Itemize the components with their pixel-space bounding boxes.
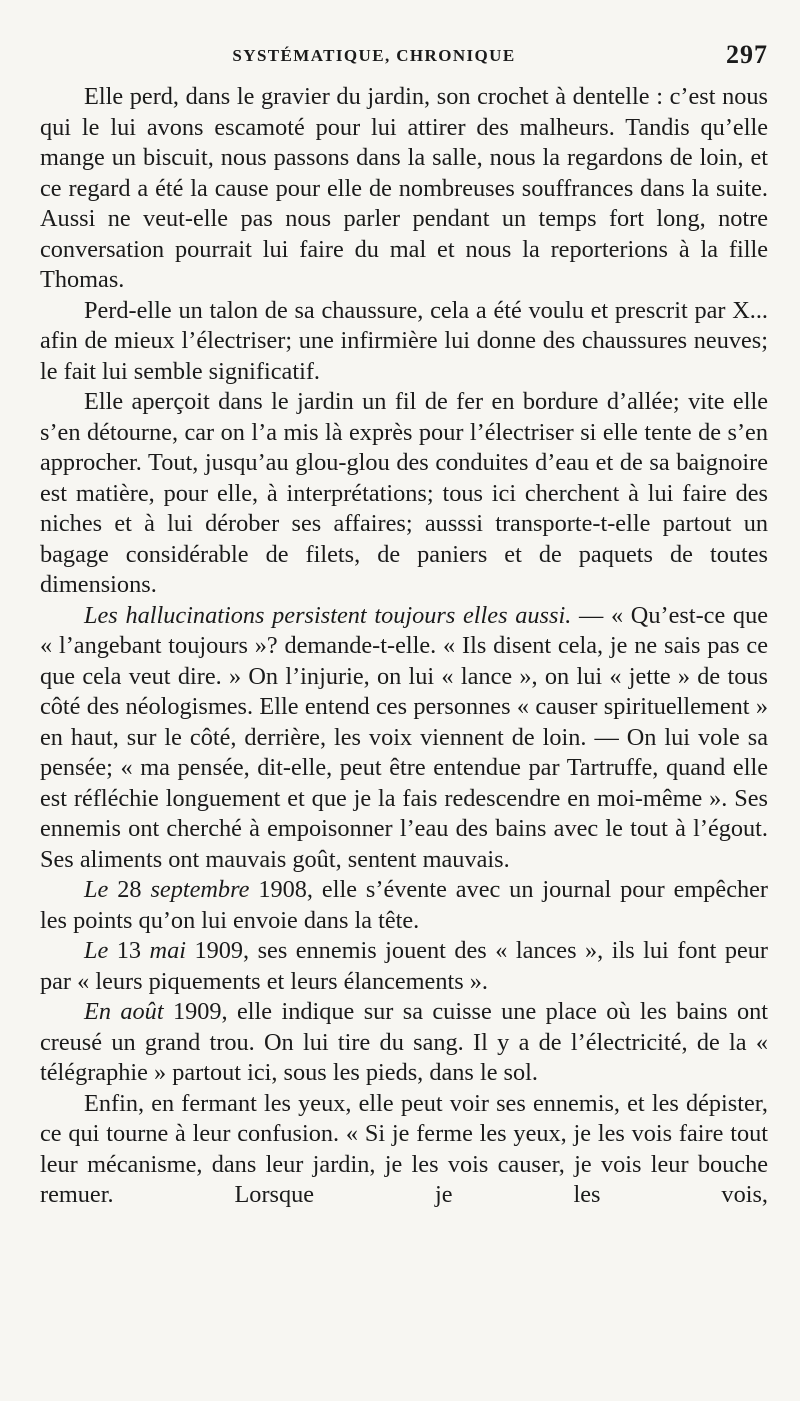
- paragraph: [40, 875, 768, 936]
- paragraph-text: — « Qu’est-ce que « l’angebant toujours »? demande-t-elle. « Ils disent cela, je ne sais pas ce que cela veut dire. » On l’injurie, on lui « lance », on lui « jette » de tous côté des néologismes. Elle entend ces personnes « causer spirituellement » en haut, sur le côté, derrière, les voix viennent de loin. — On lui vole sa pensée; « ma pensée, dit-elle, peut être entendue par Tartruffe, quand elle est réfléchie longuement et que je la fais redescendre en moi-même ». Ses ennemis ont cherché à empoisonner l’eau des bains avec le tout à l’égout. Ses aliments ont mauvais goût, sentent mauvais.: [40, 601, 768, 873]
- paragraph: [40, 601, 768, 876]
- italic-lead: Le: [84, 937, 109, 964]
- paragraph: [40, 1089, 768, 1211]
- running-head: SYSTÉMATIQUE, CHRONIQUE: [232, 46, 516, 65]
- paragraph-text: 1908, elle s’évente avec un journal pour empêcher les points qu’on lui envoie dans la tête.: [40, 876, 769, 934]
- paragraph-text: 1909, ses ennemis jouent des « lances », ils lui font peur par « leurs piquements et leurs élancements ».: [40, 937, 768, 995]
- date-day: 13: [108, 937, 150, 964]
- page-header: [40, 40, 768, 76]
- paragraph: [40, 997, 768, 1089]
- paragraph-text: Elle perd, dans le gravier du jardin, son crochet à dentelle : c’est nous qui le lui avons escamoté pour lui attirer des malheurs. Tandis qu’elle mange un biscuit, nous passons dans la salle, nous la regardons de loin, et ce regard a été la cause pour elle de nombreuses souffrances dans la suite. Aussi ne veut-elle pas nous parler pendant un temps fort long, notre conversation pourrait lui faire du mal et nous la reporterions à la fille Thomas.: [40, 83, 768, 293]
- paragraph: [40, 82, 768, 296]
- paragraph-text: 1909, elle indique sur sa cuisse une place où les bains ont creusé un grand trou. On lui tire du sang. Il y a de l’électricité, de la « télégraphie » partout ici, sous les pieds, dans le sol.: [40, 998, 768, 1086]
- italic-lead: En août: [84, 998, 164, 1025]
- paragraph: [40, 296, 768, 388]
- paragraph-text: Perd-elle un talon de sa chaussure, cela a été voulu et prescrit par X... afin de mieux l’électriser; une infirmière lui donne des chaussures neuves; le fait lui semble significatif.: [40, 296, 768, 385]
- paragraph-text: Elle aperçoit dans le jardin un fil de fer en bordure d’allée; vite elle s’en détourne, car on l’a mis là exprès pour l’électriser si elle tente de s’en approcher. Tout, jusqu’au glou-glou des conduites d’eau et de sa baignoire est matière, pour elle, à interprétations; tous ici cherchent à lui faire des niches et à lui dérober ses affaires; ausssi transporte-t-elle partout un bagage considérable de filets, de paniers et de paquets de toutes dimensions.: [40, 388, 768, 598]
- page-number: 297: [726, 40, 768, 69]
- date-day: 28: [108, 876, 151, 903]
- paragraph: [40, 936, 768, 997]
- paragraph-text: Enfin, en fermant les yeux, elle peut voir ses ennemis, et les dépister, ce qui tourne à leur confusion. « Si je ferme les yeux, je les vois faire tout leur mécanisme, dans leur jardin, je les vois causer, je vois leur bouche remuer. Lorsque je les vois,: [40, 1089, 768, 1208]
- paragraph: [40, 387, 768, 601]
- body-text: [40, 82, 768, 1211]
- italic-month: septembre: [150, 876, 250, 903]
- italic-lead: Les hallucinations persistent toujours elles aussi.: [84, 601, 572, 629]
- italic-month: mai: [149, 937, 186, 964]
- italic-lead: Le: [84, 876, 109, 903]
